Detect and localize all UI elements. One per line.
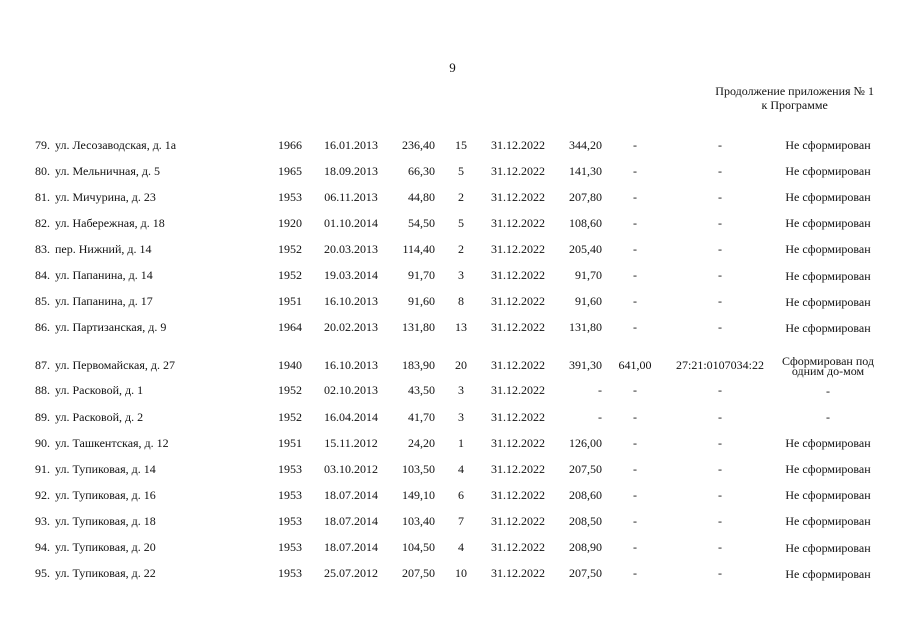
year-cell: 1966 [278, 137, 302, 152]
total-area-cell: 205,40 [569, 241, 602, 256]
row-number: 88. [35, 383, 50, 398]
deadline-cell: 31.12.2022 [491, 566, 545, 581]
date-cell: 01.10.2014 [324, 215, 378, 230]
table-row [0, 292, 905, 312]
residents-cell: 4 [458, 461, 464, 476]
cadastral-number-cell: - [718, 294, 722, 309]
row-number: 87. [35, 358, 50, 373]
residents-cell: 10 [455, 566, 467, 581]
residents-cell: 3 [458, 383, 464, 398]
address-cell: ул. Тупиковая, д. 18 [55, 513, 156, 528]
year-cell: 1953 [278, 487, 302, 502]
deadline-cell: 31.12.2022 [491, 189, 545, 204]
residents-cell: 3 [458, 409, 464, 424]
deadline-cell: 31.12.2022 [491, 137, 545, 152]
land-area-cell: - [633, 435, 637, 450]
cadastral-number-cell: - [718, 513, 722, 528]
area-cell: 54,50 [408, 215, 435, 230]
residents-cell: 3 [458, 268, 464, 282]
total-area-cell: 208,60 [569, 487, 602, 502]
area-cell: 149,10 [402, 487, 435, 502]
land-area-cell: - [633, 294, 637, 309]
residents-cell: 15 [455, 137, 467, 152]
row-number: 86. [35, 320, 50, 335]
area-cell: 24,20 [408, 435, 435, 450]
land-area-cell: - [633, 409, 637, 424]
land-area-cell: - [633, 540, 637, 554]
deadline-cell: 31.12.2022 [491, 358, 545, 373]
address-cell: ул. Мичурина, д. 23 [55, 189, 156, 204]
table-row [0, 459, 905, 479]
date-cell: 16.04.2014 [324, 409, 378, 424]
date-cell: 20.02.2013 [324, 320, 378, 335]
address-cell: ул. Первомайская, д. 27 [55, 358, 175, 373]
residents-cell: 1 [458, 435, 464, 450]
table-row [0, 538, 905, 558]
land-status-cell: - [826, 410, 830, 424]
land-status-cell: Сформирован под одним до-мом [781, 353, 875, 378]
table-row [0, 485, 905, 505]
land-area-cell: - [633, 268, 637, 282]
residents-cell: 4 [458, 540, 464, 554]
row-number: 91. [35, 461, 50, 476]
land-area-cell: - [633, 163, 637, 178]
date-cell: 16.10.2013 [324, 294, 378, 309]
area-cell: 66,30 [408, 163, 435, 178]
total-area-cell: - [598, 383, 602, 398]
year-cell: 1920 [278, 215, 302, 230]
land-area-cell: - [633, 320, 637, 335]
date-cell: 18.07.2014 [324, 540, 378, 554]
table-row [0, 564, 905, 584]
cadastral-number-cell: - [718, 566, 722, 581]
area-cell: 91,60 [408, 294, 435, 309]
date-cell: 02.10.2013 [324, 383, 378, 398]
cadastral-number-cell: - [718, 487, 722, 502]
table-row [0, 318, 905, 338]
date-cell: 15.11.2012 [324, 435, 378, 450]
address-cell: ул. Тупиковая, д. 20 [55, 540, 156, 554]
total-area-cell: 208,90 [569, 540, 602, 554]
land-status-cell: Не сформирован [785, 242, 871, 257]
table-row [0, 135, 905, 155]
date-cell: 06.11.2013 [324, 189, 378, 204]
land-area-cell: - [633, 461, 637, 476]
date-cell: 16.10.2013 [324, 358, 378, 373]
date-cell: 18.07.2014 [324, 487, 378, 502]
residents-cell: 6 [458, 487, 464, 502]
land-area-cell: - [633, 487, 637, 502]
row-number: 79. [35, 137, 50, 152]
address-cell: ул. Ташкентская, д. 12 [55, 435, 169, 450]
address-cell: ул. Тупиковая, д. 22 [55, 566, 156, 581]
land-area-cell: - [633, 241, 637, 256]
area-cell: 44,80 [408, 189, 435, 204]
land-status-cell: Не сформирован [785, 216, 871, 231]
cadastral-number-cell: - [718, 461, 722, 476]
deadline-cell: 31.12.2022 [491, 461, 545, 476]
land-area-cell: - [633, 513, 637, 528]
cadastral-number-cell: - [718, 268, 722, 282]
residents-cell: 20 [455, 358, 467, 373]
area-cell: 131,80 [402, 320, 435, 335]
row-number: 84. [35, 268, 50, 282]
total-area-cell: - [598, 409, 602, 424]
total-area-cell: 131,80 [569, 320, 602, 335]
row-number: 85. [35, 294, 50, 309]
residents-cell: 2 [458, 241, 464, 256]
year-cell: 1952 [278, 241, 302, 256]
address-cell: ул. Набережная, д. 18 [55, 215, 165, 230]
land-area-cell: - [633, 189, 637, 204]
deadline-cell: 31.12.2022 [491, 320, 545, 335]
deadline-cell: 31.12.2022 [491, 383, 545, 398]
deadline-cell: 31.12.2022 [491, 163, 545, 178]
land-status-cell: Не сформирован [785, 164, 871, 179]
land-status-cell: Не сформирован [785, 540, 871, 555]
land-status-cell: Не сформирован [785, 320, 871, 335]
land-area-cell: - [633, 566, 637, 581]
cadastral-number-cell: 27:21:0107034:22 [675, 358, 764, 373]
cadastral-number-cell: - [718, 215, 722, 230]
year-cell: 1940 [278, 358, 302, 373]
year-cell: 1952 [278, 268, 302, 282]
row-number: 93. [35, 513, 50, 528]
area-cell: 207,50 [402, 566, 435, 581]
date-cell: 25.07.2012 [324, 566, 378, 581]
row-number: 90. [35, 435, 50, 450]
land-area-cell: - [633, 383, 637, 398]
row-number: 92. [35, 487, 50, 502]
area-cell: 183,90 [402, 358, 435, 373]
year-cell: 1952 [278, 409, 302, 424]
address-cell: ул. Расковой, д. 2 [55, 409, 144, 424]
land-status-cell: Не сформирован [785, 462, 871, 477]
year-cell: 1964 [278, 320, 302, 335]
table-row [0, 511, 905, 531]
appendix-line-2: к Программе [761, 98, 828, 112]
land-status-cell: Не сформирован [785, 566, 871, 581]
total-area-cell: 207,80 [569, 189, 602, 204]
year-cell: 1965 [278, 163, 302, 178]
total-area-cell: 391,30 [569, 358, 602, 373]
date-cell: 18.07.2014 [324, 513, 378, 528]
table-row [0, 161, 905, 181]
cadastral-number-cell: - [718, 163, 722, 178]
address-cell: ул. Тупиковая, д. 14 [55, 461, 156, 476]
land-status-cell: Не сформирован [785, 436, 871, 451]
land-status-cell: Не сформирован [785, 190, 871, 205]
year-cell: 1951 [278, 294, 302, 309]
land-status-cell: Не сформирован [785, 514, 871, 529]
deadline-cell: 31.12.2022 [491, 241, 545, 256]
total-area-cell: 126,00 [569, 435, 602, 450]
area-cell: 41,70 [408, 409, 435, 424]
cadastral-number-cell: - [718, 435, 722, 450]
cadastral-number-cell: - [718, 241, 722, 256]
row-number: 80. [35, 163, 50, 178]
year-cell: 1953 [278, 540, 302, 554]
residents-cell: 5 [458, 163, 464, 178]
land-status-cell: Не сформирован [785, 488, 871, 503]
appendix-caption [715, 84, 874, 112]
table-row [0, 433, 905, 453]
cadastral-number-cell: - [718, 540, 722, 554]
row-number: 82. [35, 215, 50, 230]
address-cell: ул. Мельничная, д. 5 [55, 163, 161, 178]
table-row [0, 187, 905, 207]
area-cell: 43,50 [408, 383, 435, 398]
table-row [0, 266, 905, 286]
table-row [0, 213, 905, 233]
deadline-cell: 31.12.2022 [491, 513, 545, 528]
deadline-cell: 31.12.2022 [491, 487, 545, 502]
land-status-cell: Не сформирован [785, 268, 871, 283]
land-area-cell: - [633, 137, 637, 152]
residents-cell: 2 [458, 189, 464, 204]
land-status-cell: Не сформирован [785, 138, 871, 152]
address-cell: ул. Папанина, д. 17 [55, 294, 153, 309]
address-cell: ул. Папанина, д. 14 [55, 268, 153, 282]
total-area-cell: 207,50 [569, 461, 602, 476]
land-status-cell: Не сформирован [785, 294, 871, 309]
cadastral-number-cell: - [718, 189, 722, 204]
deadline-cell: 31.12.2022 [491, 409, 545, 424]
year-cell: 1951 [278, 435, 302, 450]
total-area-cell: 344,20 [569, 137, 602, 152]
deadline-cell: 31.12.2022 [491, 294, 545, 309]
deadline-cell: 31.12.2022 [491, 540, 545, 554]
table-row [0, 348, 905, 384]
address-cell: ул. Тупиковая, д. 16 [55, 487, 156, 502]
table-row [0, 239, 905, 259]
land-area-cell: 641,00 [618, 358, 652, 373]
table-row [0, 407, 905, 427]
row-number: 94. [35, 540, 50, 554]
row-number: 83. [35, 241, 50, 256]
area-cell: 103,50 [402, 461, 435, 476]
cadastral-number-cell: - [718, 137, 722, 152]
area-cell: 114,40 [402, 241, 435, 256]
residents-cell: 7 [458, 513, 464, 528]
cadastral-number-cell: - [718, 383, 722, 398]
year-cell: 1953 [278, 189, 302, 204]
table-row [0, 381, 905, 401]
deadline-cell: 31.12.2022 [491, 268, 545, 282]
address-cell: ул. Партизанская, д. 9 [55, 320, 167, 335]
total-area-cell: 208,50 [569, 513, 602, 528]
total-area-cell: 108,60 [569, 215, 602, 230]
date-cell: 19.03.2014 [324, 268, 378, 282]
area-cell: 91,70 [408, 268, 435, 282]
total-area-cell: 91,60 [575, 294, 602, 309]
page-number: 9 [449, 60, 456, 75]
residents-cell: 5 [458, 215, 464, 230]
cadastral-number-cell: - [718, 320, 722, 335]
date-cell: 18.09.2013 [324, 163, 378, 178]
address-cell: пер. Нижний, д. 14 [55, 241, 152, 256]
cadastral-number-cell: - [718, 409, 722, 424]
area-cell: 103,40 [402, 513, 435, 528]
row-number: 95. [35, 566, 50, 581]
area-cell: 104,50 [402, 540, 435, 554]
address-cell: ул. Лесозаводская, д. 1а [55, 137, 177, 152]
date-cell: 20.03.2013 [324, 241, 378, 256]
row-number: 81. [35, 189, 50, 204]
deadline-cell: 31.12.2022 [491, 215, 545, 230]
year-cell: 1952 [278, 383, 302, 398]
land-area-cell: - [633, 215, 637, 230]
row-number: 89. [35, 409, 50, 424]
total-area-cell: 141,30 [569, 163, 602, 178]
year-cell: 1953 [278, 566, 302, 581]
land-status-cell: - [826, 383, 830, 398]
residents-cell: 13 [455, 320, 467, 335]
total-area-cell: 207,50 [569, 566, 602, 581]
date-cell: 16.01.2013 [324, 137, 378, 152]
deadline-cell: 31.12.2022 [491, 435, 545, 450]
year-cell: 1953 [278, 513, 302, 528]
date-cell: 03.10.2012 [324, 461, 378, 476]
year-cell: 1953 [278, 461, 302, 476]
appendix-line-1: Продолжение приложения № 1 [715, 84, 874, 98]
area-cell: 236,40 [402, 137, 435, 152]
residents-cell: 8 [458, 294, 464, 309]
total-area-cell: 91,70 [575, 268, 602, 282]
address-cell: ул. Расковой, д. 1 [55, 383, 144, 398]
